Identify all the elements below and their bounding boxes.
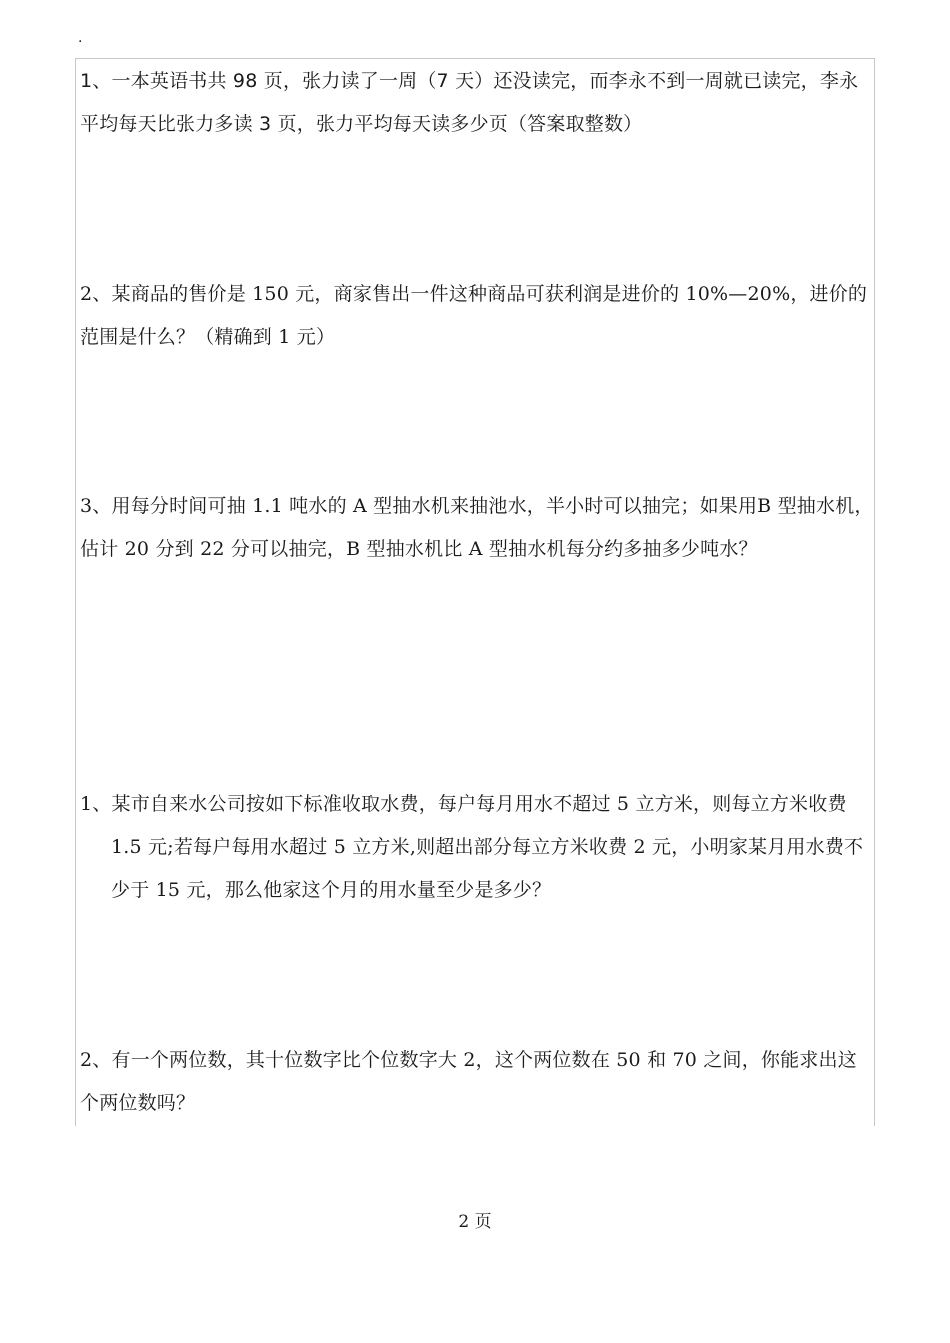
problem-2: 2、某商品的售价是 150 元，商家售出一件这种商品可获利润是进价的 10%—20%，进价的范围是什么？（精确到 1 元） — [80, 283, 868, 348]
page-top-mark: . — [78, 30, 83, 46]
problem-1: 1、一本英语书共 98 页，张力读了一周（7 天）还没读完，而李永不到一周就已读完，李永平均每天比张力多读 3 页，张力平均每天读多少页（答案取整数） — [80, 70, 859, 135]
content-frame — [75, 58, 875, 1126]
problem-3: 3、用每分时间可抽 1.1 吨水的 A 型抽水机来抽池水，半小时可以抽完；如果用B 型抽水机，估计 20 分到 22 分可以抽完，B 型抽水机比 A 型抽水机每分约多抽多少吨水？ — [80, 495, 874, 560]
page-number: 2 页 — [458, 1212, 492, 1232]
problem-4: 1、某市自来水公司按如下标准收取水费，每户每月用水不超过 5 立方米，则每立方米收费 1.5 元;若每户每用水超过 5 立方米,则超出部分每立方米收费 2 元，小明家某月用水费不少于 15 元，那么他家这个月的用水量至少是多少？ — [80, 793, 864, 901]
problem-5: 2、有一个两位数，其十位数字比个位数字大 2，这个两位数在 50 和 70 之间，你能求出这个两位数吗？ — [80, 1049, 857, 1114]
